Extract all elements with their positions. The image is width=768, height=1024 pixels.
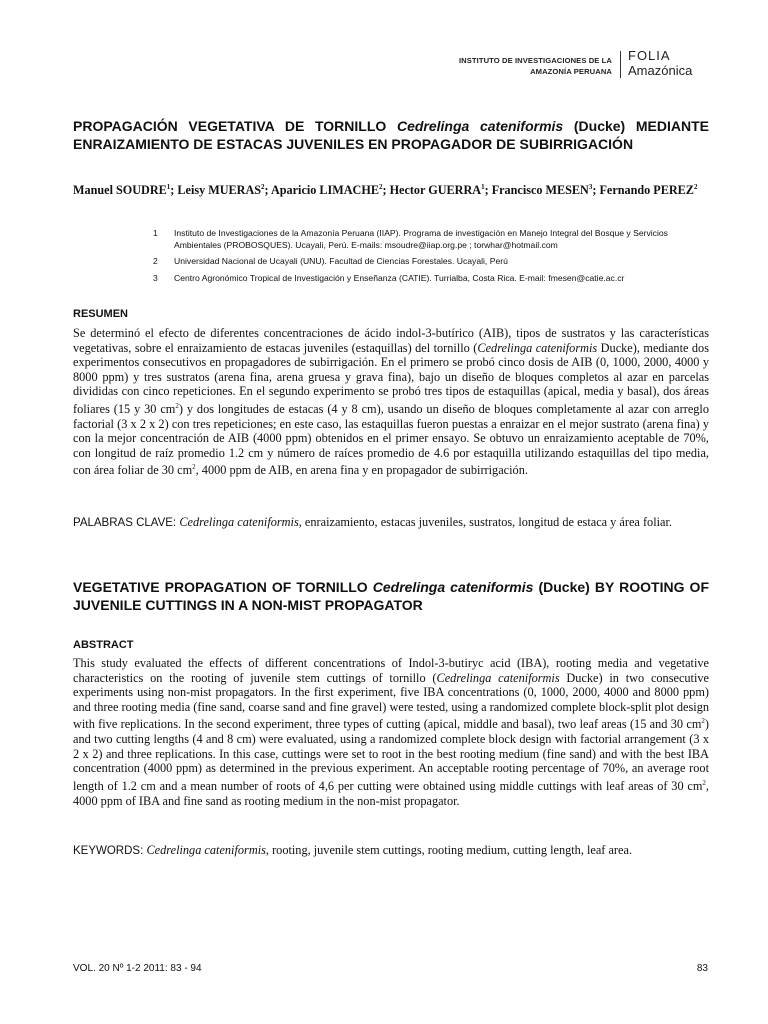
title-en-species: Cedrelinga cateniformis: [372, 579, 534, 595]
keywords: [73, 843, 709, 859]
palabras-clave-text: , enraizamiento, estacas juveniles, sustratos, longitud de estaca y área foliar.: [298, 515, 672, 529]
abstract-heading: ABSTRACT: [73, 639, 134, 651]
abstract-sup1: 2: [701, 717, 705, 726]
author: Fernando PEREZ: [599, 183, 694, 198]
logo-line-1: FOLIA: [628, 48, 671, 63]
author-affil-mark: 2: [693, 183, 698, 191]
keywords-species: Cedrelinga cateniformis: [146, 843, 266, 857]
abstract-p3: ) and two cutting lengths (4 and 8 cm) were evaluated, using a randomized complete block design with factorial arrangement (3 x 2 x 2) and three replications. In this case, cuttings were set to root in the best rooting medium (fine sand) and with the best IBA concentration (4000 ppm) as determined in the previous experiment. An acceptable rooting percentage of 70%, an average root length of 1.2 cm and a mean number of roots of 4,6 per cutting were obtained using middle cuttings with leaf areas of 30 cm: [73, 717, 709, 793]
affiliation-text: Universidad Nacional de Ucayali (UNU). Facultad de Ciencias Forestales. Ucayali, Perú: [174, 256, 508, 266]
abstract-species: Cedrelinga cateniformis: [436, 670, 560, 685]
author: Aparicio LIMACHE: [270, 183, 379, 198]
article-title-en: [73, 578, 709, 614]
affiliation-item: [153, 228, 709, 251]
resumen-p4: , 4000 ppm de AIB, en arena fina y en propagador de subirrigación.: [195, 463, 528, 478]
title-en-part2: (Ducke) BY ROOTING OF JUVENILE CUTTINGS IN A NON-MIST PROPAGATOR: [73, 579, 709, 613]
author: Francisco MESEN: [491, 183, 589, 198]
affiliation-number: 3: [153, 272, 158, 283]
author-list: Manuel SOUDRE$^1$; Leisy MUERAS$^2$; Aparicio LIMACHE$^2$; Hector GUERRA$^1$; Francisco MESEN$^3$; Fernando PEREZ$^2$: [73, 183, 698, 198]
affiliation-text: Instituto de Investigaciones de la Amazonía Peruana (IIAP). Programa de investigación en Manejo Integral del Bosque y Servicios Ambientales (PROBOSQUES). Ucayali, Perú. E-mails: msoudre@iiap.org.pe ; torwhar@hotmail.com: [174, 228, 668, 250]
resumen-p3: ) y dos longitudes de estacas (4 y 8 cm), usando un diseño de bloques completamente al azar con arreglo factorial (3 x 2 x 2) con tres repeticiones; en este caso, las estaquillas fueron puestas a enraizar en el mejor sustrato (arena fina) y con la mejor concentración de AIB (4000 ppm) obtenidos en el primer ensayo. Se obtuvo un enraizamiento aceptable de 70%, con longitud de raíz promedio 1.2 cm y número de raíces promedio de 4.6 por estaquilla utilizando estaquillas del tipo media, con área foliar de 30 cm: [73, 402, 709, 478]
title-es-part1: PROPAGACIÓN VEGETATIVA DE TORNILLO: [73, 118, 397, 134]
abstract-p4: , 4000 ppm of IBA and fine sand as rooting medium in the non-mist propagator.: [73, 778, 709, 808]
palabras-clave-label: PALABRAS CLAVE:: [73, 517, 180, 529]
logo-line-2: Amazónica: [628, 63, 693, 78]
author: Leisy MUERAS: [177, 183, 262, 198]
resumen-sup2: 2: [192, 463, 196, 472]
abstract-sup2: 2: [702, 778, 706, 787]
affiliation-list: [153, 228, 709, 289]
keywords-text: , rooting, juvenile stem cuttings, rooting medium, cutting length, leaf area.: [265, 843, 633, 857]
palabras-clave: [73, 513, 709, 533]
resumen-p1: Se determinó el efecto de diferentes concentraciones de ácido indol-3-butírico (AIB), tipos de sustratos y las características vegetativas, sobre el enraizamiento de estacas juveniles (estaquillas) del tornillo (: [73, 326, 709, 355]
article-title-es: [73, 117, 709, 153]
volume-info: VOL. 20 Nº 1-2 2011: 83 - 94: [73, 963, 202, 974]
journal-logo: [628, 49, 692, 78]
resumen-sup1: 2: [175, 401, 179, 410]
resumen-heading: RESUMEN: [73, 308, 129, 320]
resumen-text: [73, 326, 709, 478]
institute-name: [459, 55, 612, 77]
author-affil-mark: 3: [588, 183, 593, 191]
author: Manuel SOUDRE: [73, 183, 167, 198]
author-affil-mark: 2: [261, 183, 265, 191]
title-es-part2: (Ducke) MEDIANTE ENRAIZAMIENTO DE ESTACAS JUVENILES EN PROPAGADOR DE SUBIRRIGACIÓN: [73, 118, 709, 152]
institute-line-1: INSTITUTO DE INVESTIGACIONES DE LA: [458, 56, 612, 65]
title-es-species: Cedrelinga cateniformis: [396, 118, 564, 134]
affiliation-item: [153, 256, 709, 268]
author-affil-mark: 1: [481, 183, 485, 191]
palabras-clave-species: Cedrelinga cateniformis: [179, 515, 299, 529]
abstract-text: [73, 656, 709, 808]
resumen-species: Cedrelinga cateniformis: [477, 340, 598, 355]
abstract-p1: This study evaluated the effects of different concentrations of Indol-3-butiryc acid (IBA), rooting media and vegetative characteristics on the rooting of juvenile stem cuttings of tornillo (: [73, 656, 709, 685]
header-divider: [620, 51, 621, 78]
affiliation-text: Centro Agronómico Tropical de Investigación y Enseñanza (CATIE). Turrialba, Costa Rica. E-mail: fmesen@catie.ac.cr: [174, 272, 625, 283]
title-en-part1: VEGETATIVE PROPAGATION OF TORNILLO: [73, 579, 373, 595]
page-number: 83: [696, 963, 708, 974]
abstract-p2: Ducke) in two consecutive experiments using non-mist propagators. In the first experiment, five IBA concentrations (0, 1000, 2000, 4000 and 8000 ppm) and three rooting media (fine sand, coarse sand and fine gravel) were tested, using a randomized complete block-split plot design with five replications. In the second experiment, three types of cutting (apical, middle and basal), two leaf areas (15 and 30 cm: [73, 670, 709, 732]
affiliation-number: 1: [153, 228, 158, 238]
author-affil-mark: 1: [166, 183, 171, 191]
author-affil-mark: 2: [378, 183, 383, 191]
resumen-p2: Ducke), mediante dos experimentos consecutivos en propagadores de subirrigación. En el primero se probó cinco dosis de AIB (0, 1000, 2000, 4000 y 8000 ppm) y tres sustratos (arena fina, arena gruesa y grava fina), bajo un diseño de bloques completos al azar en parcelas divididas con cinco repeticiones. En el segundo experimento se probó tres tipos de estaquillas (apical, media y basal), dos áreas foliares (15 y 30 cm: [73, 340, 709, 417]
author: Hector GUERRA: [389, 183, 482, 198]
institute-line-2: AMAZONÍA PERUANA: [530, 67, 612, 76]
affiliation-number: 2: [153, 256, 158, 266]
affiliation-item: [153, 273, 709, 285]
keywords-label: KEYWORDS:: [73, 845, 147, 857]
